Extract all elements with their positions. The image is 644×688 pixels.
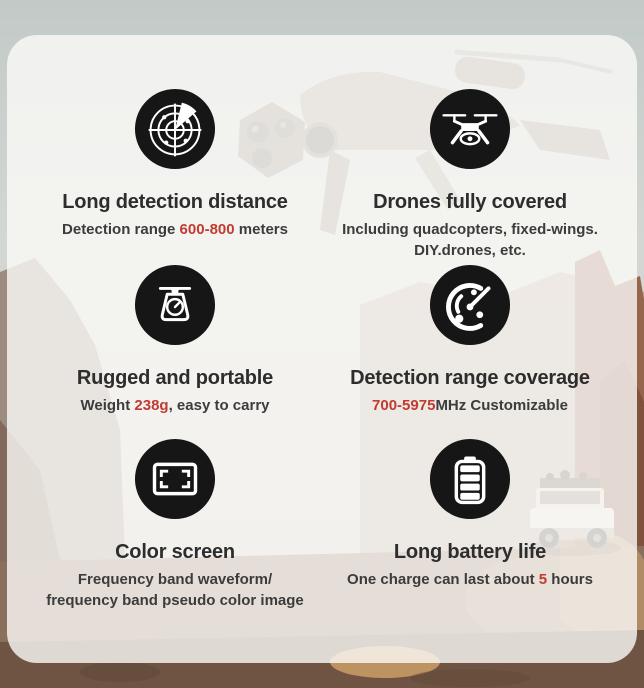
feature-long-detection-distance — [25, 88, 325, 240]
drone-icon — [429, 88, 511, 170]
highlight-value: 238g — [134, 397, 169, 414]
feature-title: Drones fully covered — [373, 191, 567, 213]
feature-drones-fully-covered — [320, 88, 620, 261]
feature-subtitle: Detection range 600-800 meters — [62, 221, 288, 238]
highlight-value: 5 — [538, 571, 548, 588]
feature-title: Color screen — [115, 541, 235, 563]
feature-subtitle: One charge can last about 5 hours — [347, 571, 593, 588]
feature-title: Long detection distance — [62, 191, 288, 213]
feature-subtitle: Frequency band waveform/ frequency band pseudo color image — [46, 571, 304, 609]
scale-icon — [134, 264, 216, 346]
coverage-icon — [429, 264, 511, 346]
highlight-value: 700-5975 — [372, 397, 436, 414]
feature-detection-range-coverage — [320, 264, 620, 416]
feature-title: Rugged and portable — [76, 367, 274, 389]
feature-color-screen — [25, 438, 325, 611]
feature-rugged-and-portable — [25, 264, 325, 416]
screen-icon — [134, 438, 216, 520]
feature-title: Detection range coverage — [350, 367, 590, 389]
feature-subtitle: Weight 238g, easy to carry — [80, 397, 270, 414]
radar-icon — [134, 88, 216, 170]
feature-long-battery-life — [320, 438, 620, 590]
feature-subtitle: 700-5975MHz Customizable — [372, 397, 568, 414]
feature-title: Long battery life — [393, 541, 547, 563]
highlight-value: 600-800 — [179, 221, 235, 238]
feature-subtitle: Including quadcopters, fixed-wings. DIY.drones, etc. — [342, 221, 598, 259]
battery-icon — [429, 438, 511, 520]
